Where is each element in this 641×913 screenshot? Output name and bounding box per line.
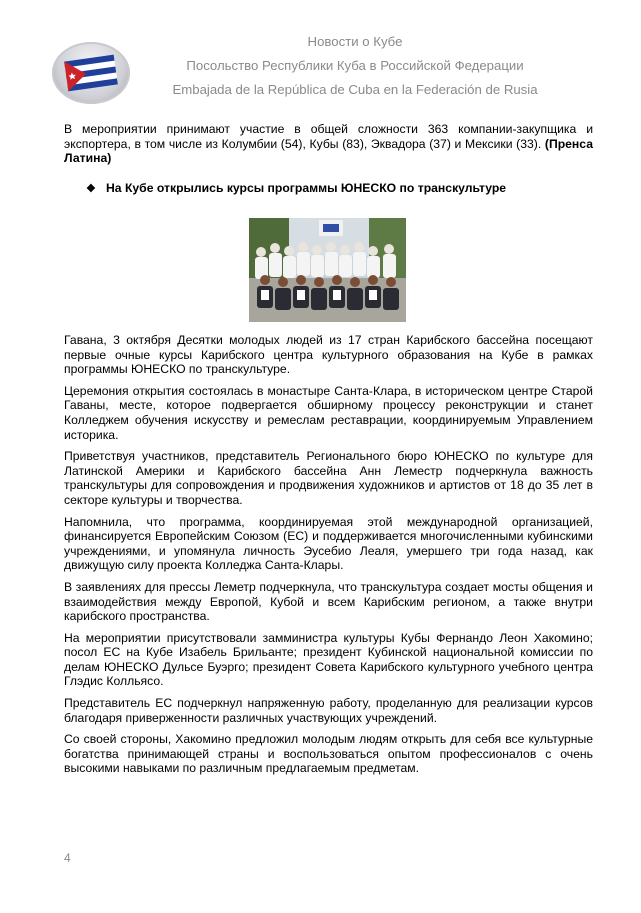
- intro-source: (Пренса Латина): [64, 136, 593, 166]
- intro-text: В мероприятии принимают участие в общей сложности 363 компании-закупщика и экспортера, в том числе из Колумбии (54), Кубы (83), Эквадора (37) и Мексики (33).: [64, 122, 593, 151]
- article-paragraph: Представитель ЕС подчеркнул напряженную работу, проделанную для реализации курсов благодаря приверженности различных участвующих учреждений.: [64, 696, 593, 725]
- diamond-bullet-icon: ❖: [86, 183, 96, 195]
- header-embassy-ru: Посольство Республики Куба в Российской Федерации: [186, 58, 524, 73]
- headline-text: На Кубе открылись курсы программы ЮНЕСКО по транскультуре: [106, 181, 507, 195]
- intro-block: [64, 122, 593, 166]
- page-number: 4: [64, 851, 71, 865]
- header-embassy-es: Embajada de la República de Cuba en la Federación de Rusia: [172, 82, 538, 97]
- group-photo: [249, 218, 406, 322]
- article-headline: [86, 181, 506, 195]
- intro-paragraph: [64, 122, 593, 166]
- article-paragraph: Гавана, 3 октября Десятки молодых людей из 17 стран Карибского бассейна посещают первые очные курсы Карибского центра культурного образования на Кубе в рамках программы ЮНЕСКО по транскультуре.: [64, 333, 593, 377]
- article-paragraph: Со своей стороны, Хакомино предложил молодым людям открыть для себя все культурные богатства принимающей страны и воспользоваться опытом профессионалов с очень высокими навыками по различным предлагаемым предметам.: [64, 732, 593, 776]
- article-paragraph: Напомнила, что программа, координируемая этой международной организацией, финансируется Европейским Союзом (ЕС) и поддерживается многочисленными кубинскими учреждениями, и упомянула личность Эусебио Леаля, умершего три года назад, как движущую силу проекта Колледжа Санта-Клары.: [64, 514, 593, 573]
- article-paragraph: На мероприятии присутствовали замминистра культуры Кубы Фернандо Леон Хакомино; посол ЕС на Кубе Изабель Брильанте; президент Кубинской национальной комиссии по делам ЮНЕСКО Дульсе Буэрго; президент Совета Карибского культурного учебного центра Глэдис Колльясо.: [64, 630, 593, 689]
- article-paragraph: Церемония открытия состоялась в монастыре Санта-Клара, в историческом центре Старой Гаваны, месте, которое подвергается обширному процессу реконструкции и станет Колледжем обучения искусству и ремеслам реставрации, координируемым Управлением историка.: [64, 383, 593, 442]
- cuba-flag-logo: [52, 42, 130, 104]
- article-paragraph: Приветствуя участников, представитель Регионального бюро ЮНЕСКО по культуре для Латинской Америки и Карибского бассейна Анн Леместр подчеркнула важность транскультуры для сопровождения и продвижения художников и артистов от 18 до 35 лет в секторе культуры и творчества.: [64, 449, 593, 507]
- article-body: [64, 333, 593, 783]
- article-paragraph: В заявлениях для прессы Леметр подчеркнула, что транскультура создает мосты общения и взаимодействия между Европой, Кубой и всем Карибским регионом, а также внутри карибского пространства.: [64, 579, 593, 624]
- header-title: Новости о Кубе: [307, 34, 403, 49]
